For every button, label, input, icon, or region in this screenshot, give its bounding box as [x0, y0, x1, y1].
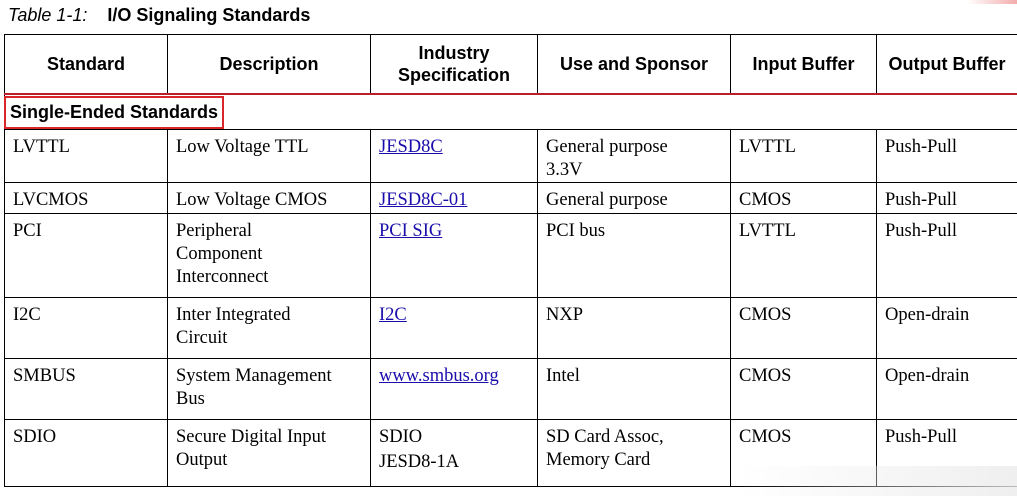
header-industry-specification	[371, 35, 538, 95]
table-row	[5, 214, 1017, 298]
table-row	[5, 420, 1017, 487]
cell-description	[168, 214, 371, 298]
table-title: I/O Signaling Standards	[107, 5, 311, 25]
io-standards-table	[4, 34, 1017, 487]
cell-use-and-sponsor	[538, 214, 731, 298]
cell-description	[168, 130, 371, 183]
cell-description	[168, 420, 371, 487]
cell-output-buffer: Push-Pull	[877, 130, 1017, 183]
cell-input-buffer: LVTTL	[731, 130, 877, 183]
cell-description-line: Low Voltage CMOS	[176, 190, 328, 210]
cell-use-and-sponsor-line: SD Card Assoc,	[546, 427, 664, 447]
cell-use-and-sponsor-line: General purpose	[546, 190, 668, 210]
table-row	[5, 183, 1017, 214]
cell-specification-line: SDIO	[379, 427, 423, 447]
cell-standard: SMBUS	[5, 359, 168, 420]
cell-standard: SDIO	[5, 420, 168, 487]
table-row	[5, 359, 1017, 420]
cell-standard: LVTTL	[5, 130, 168, 183]
header-standard: Standard	[5, 35, 168, 95]
section-label-single-ended: Single-Ended Standards	[4, 96, 224, 129]
cell-specification-link[interactable]	[371, 183, 538, 214]
cell-specification-link[interactable]	[371, 130, 538, 183]
cell-specification-link-line[interactable]: PCI SIG	[379, 221, 443, 241]
cell-specification-link[interactable]	[371, 359, 538, 420]
cell-input-buffer: CMOS	[731, 359, 877, 420]
cell-description-line: Component	[176, 244, 263, 264]
cell-description-line: Circuit	[176, 328, 228, 348]
header-description: Description	[168, 35, 371, 95]
cell-description	[168, 359, 371, 420]
table-row	[5, 130, 1017, 183]
cell-description	[168, 183, 371, 214]
cell-specification-link[interactable]	[371, 298, 538, 359]
cell-output-buffer: Open-drain	[877, 298, 1017, 359]
cell-description-line: Peripheral	[176, 221, 253, 241]
cell-specification-link-line[interactable]: www.smbus.org	[379, 366, 499, 386]
section-cell	[5, 94, 1017, 130]
cell-output-buffer: Push-Pull	[877, 214, 1017, 298]
cell-use-and-sponsor	[538, 359, 731, 420]
cell-use-and-sponsor	[538, 183, 731, 214]
table-number: Table 1-1:	[8, 5, 88, 25]
section-row	[5, 94, 1017, 130]
header-spec-line2: Specification	[397, 65, 511, 85]
cell-output-buffer: Open-drain	[877, 359, 1017, 420]
header-output-buffer: Output Buffer	[877, 35, 1017, 95]
cell-standard: LVCMOS	[5, 183, 168, 214]
cell-description-line: Low Voltage TTL	[176, 137, 309, 157]
cell-description-line: Interconnect	[176, 267, 269, 287]
cell-description	[168, 298, 371, 359]
cell-standard: I2C	[5, 298, 168, 359]
cell-input-buffer: CMOS	[731, 420, 877, 487]
cell-use-and-sponsor-line: General purpose	[546, 137, 668, 157]
cell-description-line: Inter Integrated	[176, 305, 291, 325]
cell-description-line: Output	[176, 450, 228, 470]
cell-specification-link-line[interactable]: JESD8C	[379, 137, 443, 157]
cell-use-and-sponsor-line: Memory Card	[546, 450, 651, 470]
table-caption	[8, 2, 310, 28]
cell-use-and-sponsor-line: NXP	[546, 305, 584, 325]
header-input-buffer: Input Buffer	[731, 35, 877, 95]
header-row	[5, 35, 1017, 95]
cell-description-line: System Management	[176, 366, 332, 386]
cell-output-buffer: Push-Pull	[877, 183, 1017, 214]
cell-use-and-sponsor	[538, 420, 731, 487]
cell-output-buffer: Push-Pull	[877, 420, 1017, 487]
header-use-and-sponsor: Use and Sponsor	[538, 35, 731, 95]
cell-use-and-sponsor	[538, 130, 731, 183]
cell-input-buffer: CMOS	[731, 298, 877, 359]
header-spec-line1: Industry	[418, 43, 490, 63]
cell-input-buffer: LVTTL	[731, 214, 877, 298]
cell-use-and-sponsor-line: Intel	[546, 366, 580, 386]
cell-specification-line: JESD8-1A	[379, 452, 460, 472]
cell-description-line: Secure Digital Input	[176, 427, 327, 447]
cell-specification-link-line[interactable]: I2C	[379, 305, 407, 325]
page-edge-decoration	[967, 0, 1017, 4]
cell-specification	[371, 420, 538, 487]
cell-input-buffer: CMOS	[731, 183, 877, 214]
cell-standard: PCI	[5, 214, 168, 298]
cell-description-line: Bus	[176, 389, 205, 409]
cell-use-and-sponsor-line: PCI bus	[546, 221, 606, 241]
cell-use-and-sponsor	[538, 298, 731, 359]
cell-specification-link-line[interactable]: JESD8C-01	[379, 190, 468, 210]
cell-use-and-sponsor-line: 3.3V	[546, 160, 583, 180]
table-row	[5, 298, 1017, 359]
cell-specification-link[interactable]	[371, 214, 538, 298]
